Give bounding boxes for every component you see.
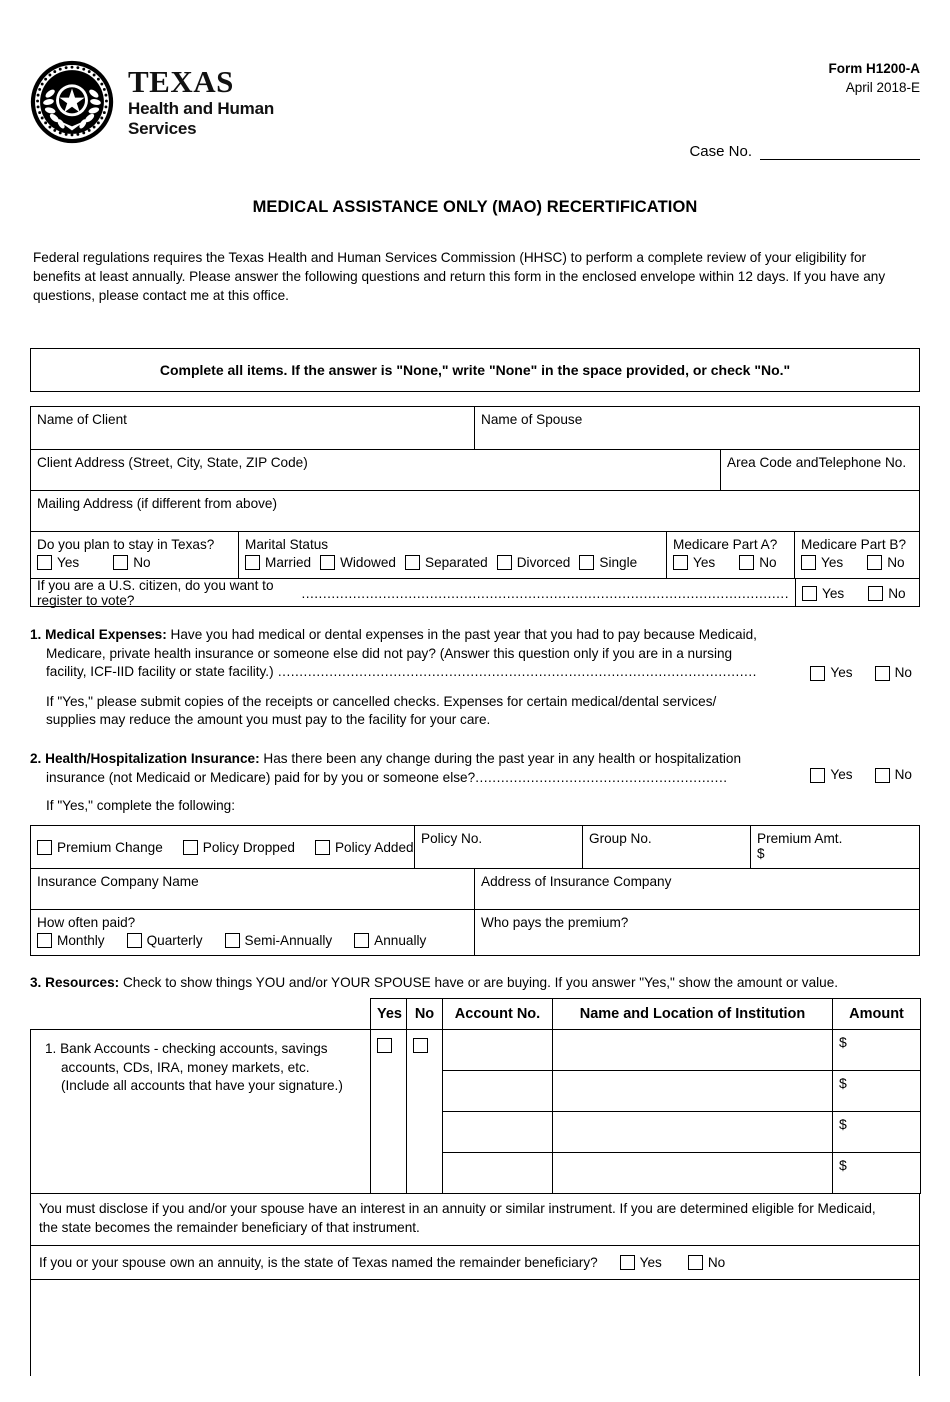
marital-option-widowed[interactable] — [320, 555, 396, 570]
option-label: Separated — [425, 555, 488, 571]
q3-line1: Check to show things YOU and/or YOUR SPOUSE have or are buying. If you answer "Yes," show the amount or value. — [119, 974, 839, 990]
checkbox-icon[interactable] — [620, 1255, 635, 1270]
checkbox-icon[interactable] — [875, 768, 890, 783]
name-of-spouse-label: Name of Spouse — [481, 412, 583, 428]
option-label: No — [894, 767, 912, 783]
status-row — [31, 532, 919, 579]
policy-no-label: Policy No. — [421, 830, 483, 846]
page-header — [30, 60, 920, 180]
header-yes: Yes — [371, 999, 407, 1030]
bank-accounts-yes-cell[interactable] — [371, 1030, 407, 1194]
annuity-yes-option[interactable] — [620, 1255, 662, 1270]
stay-in-texas-label: Do you plan to stay in Texas? — [37, 537, 215, 553]
checkbox-icon[interactable] — [37, 555, 52, 570]
checkbox-icon[interactable] — [688, 1255, 703, 1270]
q2-no-option[interactable] — [875, 766, 912, 784]
header-account-no: Account No. — [443, 999, 553, 1030]
annuity-note-line1: You must disclose if you and/or your spouse have an interest in an annuity or similar instrument. If you are determined eligible for Medicaid, — [39, 1201, 876, 1217]
premium-change-option[interactable] — [37, 840, 163, 855]
mailing-address-row — [31, 491, 919, 532]
page-title: MEDICAL ASSISTANCE ONLY (MAO) RECERTIFICATION — [252, 198, 698, 216]
checkbox-icon[interactable] — [801, 555, 816, 570]
q1-sub-line1: If "Yes," please submit copies of the receipts or cancelled checks. Expenses for certain medical/dental services/ — [46, 693, 717, 709]
voter-registration-answers[interactable] — [795, 579, 919, 606]
field-premium-amount[interactable] — [751, 826, 919, 868]
option-label: Policy Added — [334, 839, 414, 855]
field-group-no[interactable] — [583, 826, 751, 868]
institution-cell[interactable] — [553, 1153, 833, 1194]
address-row — [31, 450, 919, 491]
option-label: Semi-Annually — [244, 932, 333, 948]
case-number-field[interactable] — [689, 142, 920, 160]
voter-registration-question — [31, 578, 795, 609]
insurance-company-name-label: Insurance Company Name — [37, 873, 199, 889]
bank-accounts-line2: accounts, CDs, IRA, money markets, etc. — [61, 1059, 310, 1075]
account-no-cell[interactable] — [443, 1071, 553, 1112]
how-often-paid-label: How often paid? — [37, 914, 136, 930]
option-label: No — [888, 585, 906, 601]
case-number-label: Case No. — [689, 143, 752, 160]
option-label: Single — [599, 555, 638, 571]
field-name-of-spouse[interactable] — [475, 407, 919, 449]
case-number-input-line[interactable] — [760, 142, 920, 160]
voter-registration-row — [31, 578, 919, 609]
q1-answer-group[interactable] — [810, 664, 912, 682]
insurance-company-row — [31, 869, 919, 910]
frequency-option-monthly[interactable] — [37, 933, 105, 948]
option-label: Yes — [693, 555, 716, 571]
bank-accounts-line1: 1. Bank Accounts - checking accounts, savings — [45, 1041, 328, 1057]
q1-no-option[interactable] — [875, 664, 912, 682]
q3-bold-label: Resources: — [45, 974, 120, 990]
option-label: Annually — [374, 932, 427, 948]
account-no-cell[interactable] — [443, 1153, 553, 1194]
medicare-b-yes-option[interactable] — [801, 555, 843, 570]
texas-state-seal-icon — [30, 60, 114, 144]
q2-subtext: If "Yes," complete the following: — [46, 798, 235, 814]
amount-cell[interactable]: $ — [833, 1112, 921, 1153]
policy-added-option[interactable] — [315, 840, 414, 855]
checkbox-icon[interactable] — [225, 933, 240, 948]
medicare-b-no-option[interactable] — [867, 555, 904, 570]
q1-yes-option[interactable] — [810, 664, 852, 682]
stay-texas-no-option[interactable] — [113, 555, 150, 570]
checkbox-icon[interactable] — [113, 555, 128, 570]
checkbox-icon[interactable] — [802, 586, 817, 601]
logo-subtitle-line2: Services — [128, 119, 197, 139]
field-medicare-part-b[interactable] — [795, 532, 919, 578]
amount-cell[interactable]: $ — [833, 1071, 921, 1112]
policy-dropped-option[interactable] — [183, 840, 295, 855]
option-label: No — [894, 665, 912, 681]
institution-cell[interactable] — [553, 1112, 833, 1153]
frequency-option-annually[interactable] — [354, 933, 426, 948]
option-label: Yes — [830, 665, 853, 681]
frequency-option-semi-annually[interactable] — [225, 933, 333, 948]
field-policy-no[interactable] — [415, 826, 583, 868]
q2-line1: Has there been any change during the past year in any health or hospitalization — [259, 751, 742, 767]
q1-text — [30, 626, 782, 681]
q2-number: 2. — [30, 751, 42, 767]
q3-text — [30, 974, 920, 992]
checkbox-icon[interactable] — [673, 555, 688, 570]
policy-change-options[interactable] — [31, 826, 415, 868]
account-no-cell[interactable] — [443, 1030, 553, 1071]
checkbox-icon[interactable] — [739, 555, 754, 570]
q1-bold-label: Medical Expenses: — [45, 627, 167, 643]
checkbox-icon[interactable] — [320, 555, 335, 570]
option-label: Yes — [57, 555, 80, 571]
marital-status-label: Marital Status — [245, 537, 329, 553]
field-telephone[interactable] — [721, 450, 919, 490]
marital-option-separated[interactable] — [405, 555, 488, 570]
amount-cell[interactable]: $ — [833, 1030, 921, 1071]
checkbox-icon[interactable] — [810, 666, 825, 681]
field-client-address[interactable] — [31, 450, 721, 490]
q2-text — [30, 750, 782, 787]
notice-text: Complete all items. If the answer is "None," write "None" in the space provided, or check "No." — [159, 362, 791, 379]
option-label: No — [759, 555, 777, 571]
option-label: Yes — [822, 585, 845, 601]
field-medicare-part-a[interactable] — [667, 532, 795, 578]
field-mailing-address[interactable] — [31, 491, 919, 531]
vote-no-option[interactable] — [868, 586, 905, 601]
marital-option-single[interactable] — [579, 555, 637, 570]
field-who-pays-premium[interactable] — [475, 910, 919, 955]
checkbox-icon[interactable] — [868, 586, 883, 601]
telephone-label: Area Code andTelephone No. — [727, 455, 907, 471]
dot-leader: .................................................................................................................. — [301, 585, 789, 601]
q2-bold-label: Health/Hospitalization Insurance: — [45, 751, 260, 767]
insurance-detail-grid — [30, 825, 920, 956]
q1-number: 1. — [30, 627, 42, 643]
bank-accounts-line3: (Include all accounts that have your signature.) — [61, 1078, 343, 1094]
field-insurance-company-name[interactable] — [31, 869, 475, 909]
checkbox-icon[interactable] — [377, 1038, 392, 1053]
policy-row — [31, 826, 919, 869]
field-marital-status[interactable] — [239, 532, 667, 578]
checkbox-icon[interactable] — [127, 933, 142, 948]
option-label: No — [887, 555, 905, 571]
question-1-medical-expenses — [30, 626, 920, 730]
medicare-part-a-label: Medicare Part A? — [673, 537, 778, 553]
option-label: Yes — [821, 555, 844, 571]
annuity-disclosure-note — [30, 1194, 920, 1246]
question-2-health-insurance — [30, 750, 920, 816]
option-label: No — [133, 555, 151, 571]
q1-line1: Have you had medical or dental expenses in the past year that you had to pay because Medicaid, — [166, 627, 757, 643]
medicare-a-yes-option[interactable] — [673, 555, 715, 570]
form-continuation-area — [30, 1280, 920, 1376]
dot-leader: ................................................................................................................ — [273, 664, 757, 680]
resources-table — [30, 998, 921, 1194]
q2-answer-group[interactable] — [810, 766, 912, 784]
voter-registration-label: If you are a U.S. citizen, do you want to register to vote? — [37, 578, 274, 609]
checkbox-icon[interactable] — [405, 555, 420, 570]
logo-subtitle-line1: Health and Human — [128, 99, 275, 119]
checkbox-icon[interactable] — [413, 1038, 428, 1053]
q1-line2: Medicare, private health insurance or someone else did not pay? (Answer this question only if you are in a nursing — [46, 645, 733, 661]
stay-texas-yes-option[interactable] — [37, 555, 79, 570]
payment-frequency-row — [31, 910, 919, 955]
logo-texas-wordmark: TEXAS — [128, 64, 234, 100]
checkbox-icon[interactable] — [37, 840, 52, 855]
vote-yes-option[interactable] — [802, 586, 844, 601]
checkbox-icon[interactable] — [497, 555, 512, 570]
mailing-address-label: Mailing Address (if different from above) — [37, 496, 278, 512]
checkbox-icon[interactable] — [867, 555, 882, 570]
institution-cell[interactable] — [553, 1030, 833, 1071]
medicare-part-b-label: Medicare Part B? — [801, 537, 907, 553]
table-row — [31, 1030, 921, 1071]
option-label: Divorced — [516, 555, 571, 571]
agency-logo — [30, 60, 274, 144]
field-how-often-paid[interactable] — [31, 910, 475, 955]
checkbox-icon[interactable] — [245, 555, 260, 570]
insurance-company-address-label: Address of Insurance Company — [481, 873, 672, 889]
annuity-note-line2: the state becomes the remainder beneficiary of that instrument. — [39, 1220, 420, 1236]
annuity-question-row — [30, 1246, 920, 1280]
header-blank — [31, 999, 371, 1030]
client-address-label: Client Address (Street, City, State, ZIP Code) — [37, 455, 308, 471]
institution-cell[interactable] — [553, 1071, 833, 1112]
checkbox-icon[interactable] — [37, 933, 52, 948]
field-insurance-company-address[interactable] — [475, 869, 919, 909]
name-of-client-label: Name of Client — [37, 412, 127, 428]
annuity-question-label: If you or your spouse own an annuity, is the state of Texas named the remainder beneficiary? — [39, 1254, 598, 1270]
intro-paragraph: Federal regulations requires the Texas Health and Human Services Commission (HHSC) to perform a complete review of your eligibility for benefits at least annually. Please answer the following questions and return this form in the enclosed envelope within 12 days. If you have any questions, please contact me at this office. — [33, 250, 886, 303]
option-label: Monthly — [57, 932, 105, 948]
checkbox-icon[interactable] — [354, 933, 369, 948]
header-institution: Name and Location of Institution — [553, 999, 833, 1030]
checkbox-icon[interactable] — [875, 666, 890, 681]
checkbox-icon[interactable] — [315, 840, 330, 855]
option-label: Yes — [639, 1254, 662, 1270]
option-label: No — [707, 1254, 726, 1270]
names-row — [31, 407, 919, 450]
amount-cell[interactable]: $ — [833, 1153, 921, 1194]
q2-line2: insurance (not Medicaid or Medicare) paid for by you or someone else? — [46, 769, 476, 785]
annuity-no-option[interactable] — [688, 1255, 725, 1270]
form-page — [0, 60, 950, 1402]
question-3-resources — [30, 974, 920, 992]
marital-option-married[interactable] — [245, 555, 311, 570]
premium-amt-currency: $ — [757, 845, 765, 861]
premium-amt-label: Premium Amt. — [757, 830, 843, 846]
option-label: Widowed — [340, 555, 396, 571]
client-information-grid — [30, 406, 920, 607]
complete-all-items-notice — [30, 348, 920, 392]
field-stay-in-texas[interactable] — [31, 532, 239, 578]
q1-line3: facility, ICF-IID facility or state facility.) — [46, 664, 274, 680]
account-no-cell[interactable] — [443, 1112, 553, 1153]
form-number: Form H1200-A — [828, 61, 920, 76]
option-label: Quarterly — [146, 932, 203, 948]
option-label: Policy Dropped — [202, 839, 295, 855]
resources-table-header-row — [31, 999, 921, 1030]
resource-item-bank-accounts — [31, 1030, 371, 1194]
checkbox-icon[interactable] — [810, 768, 825, 783]
form-identifier — [828, 60, 920, 98]
header-no: No — [407, 999, 443, 1030]
frequency-option-quarterly[interactable] — [127, 933, 203, 948]
q3-number: 3. — [30, 974, 42, 990]
q1-sub-line2: supplies may reduce the amount you must pay to the facility for your care. — [46, 712, 491, 728]
header-amount: Amount — [833, 999, 921, 1030]
q2-yes-option[interactable] — [810, 766, 852, 784]
form-revision-date: April 2018-E — [845, 79, 920, 95]
option-label: Yes — [830, 767, 853, 783]
field-name-of-client[interactable] — [31, 407, 475, 449]
bank-accounts-no-cell[interactable] — [407, 1030, 443, 1194]
group-no-label: Group No. — [589, 830, 652, 846]
marital-option-divorced[interactable] — [497, 555, 571, 570]
option-label: Premium Change — [57, 839, 163, 855]
medicare-a-no-option[interactable] — [739, 555, 776, 570]
checkbox-icon[interactable] — [579, 555, 594, 570]
q1-subtext — [30, 693, 920, 731]
dot-leader: ........................................................... — [475, 769, 728, 785]
checkbox-icon[interactable] — [183, 840, 198, 855]
option-label: Married — [265, 555, 312, 571]
who-pays-premium-label: Who pays the premium? — [481, 914, 629, 930]
